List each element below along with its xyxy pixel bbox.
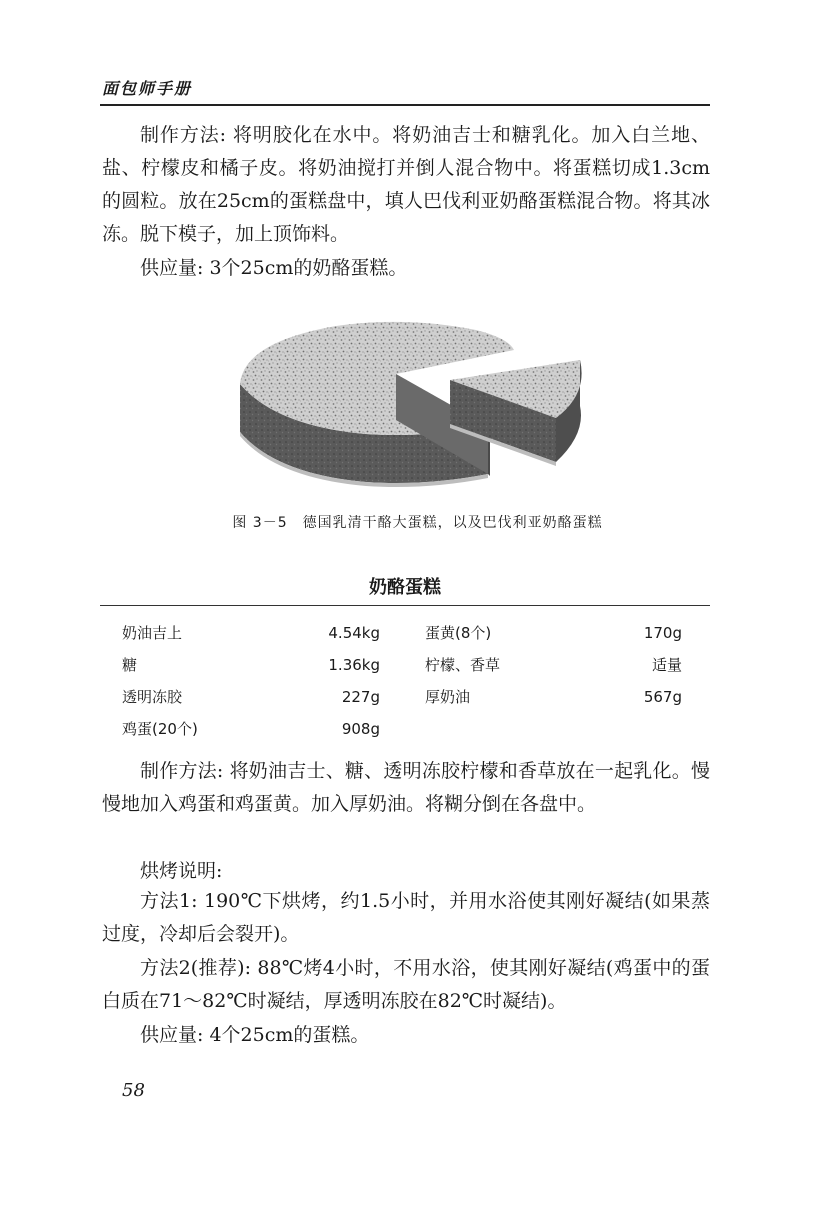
- ingredient-qty: 4.54kg: [328, 624, 380, 642]
- recipe-rule: [100, 605, 710, 606]
- baking-method-2: 方法2(推荐): 88℃烤4小时，不用水浴，使其刚好凝结(鸡蛋中的蛋白质在71～82℃时凝结，厚透明冻胶在82℃时凝结)。: [102, 957, 710, 1012]
- ingredient-name: 厚奶油: [425, 688, 471, 706]
- yield-paragraph-1: 供应量: 3个25cm的奶酪蛋糕。: [140, 257, 408, 279]
- running-head: 面包师手册: [102, 79, 193, 98]
- ingredient-name: 蛋黄(8个): [425, 624, 492, 642]
- method-paragraph-1: 制作方法: 将明胶化在水中。将奶油吉士和糖乳化。加入白兰地、盐、柠檬皮和橘子皮。将奶油搅打并倒人混合物中。将蛋糕切成1.3cm的圆粒。放在25cm的蛋糕盘中，填人巴伐利亚奶酪蛋糕混合物。将其冰冻。脱下模子，加上顶饰料。: [102, 124, 710, 245]
- ingredient-name: 糖: [122, 656, 138, 674]
- baking-heading: 烘烤说明:: [140, 860, 223, 882]
- ingredient-name: 柠檬、香草: [425, 656, 501, 674]
- ingredient-qty: 1.36kg: [328, 656, 380, 674]
- method-paragraph-2: 制作方法: 将奶油吉士、糖、透明冻胶柠檬和香草放在一起乳化。慢慢地加入鸡蛋和鸡蛋黄。加入厚奶油。将糊分倒在各盘中。: [102, 760, 710, 815]
- ingredient-qty: 适量: [651, 656, 682, 674]
- ingredient-name: 鸡蛋(20个): [122, 720, 198, 738]
- recipe-title: 奶酪蛋糕: [369, 577, 441, 598]
- header-rule: [100, 104, 710, 106]
- ingredient-name: 奶油吉上: [122, 624, 183, 642]
- ingredient-qty: 227g: [341, 688, 380, 706]
- ingredient-name: 透明冻胶: [122, 688, 183, 706]
- figure-caption: 图 3－5 德国乳清干酪大蛋糕，以及巴伐利亚奶酪蛋糕: [232, 515, 603, 531]
- yield-paragraph-2: 供应量: 4个25cm的蛋糕。: [140, 1024, 370, 1046]
- baking-method-1: 方法1: 190℃下烘烤，约1.5小时，并用水浴使其刚好凝结(如果蒸过度，冷却后会裂开)。: [102, 890, 710, 945]
- page-number: 58: [122, 1080, 145, 1101]
- ingredient-qty: 908g: [341, 720, 380, 738]
- ingredient-qty: 170g: [643, 624, 682, 642]
- cheesecake-figure: [236, 314, 592, 488]
- ingredient-qty: 567g: [643, 688, 682, 706]
